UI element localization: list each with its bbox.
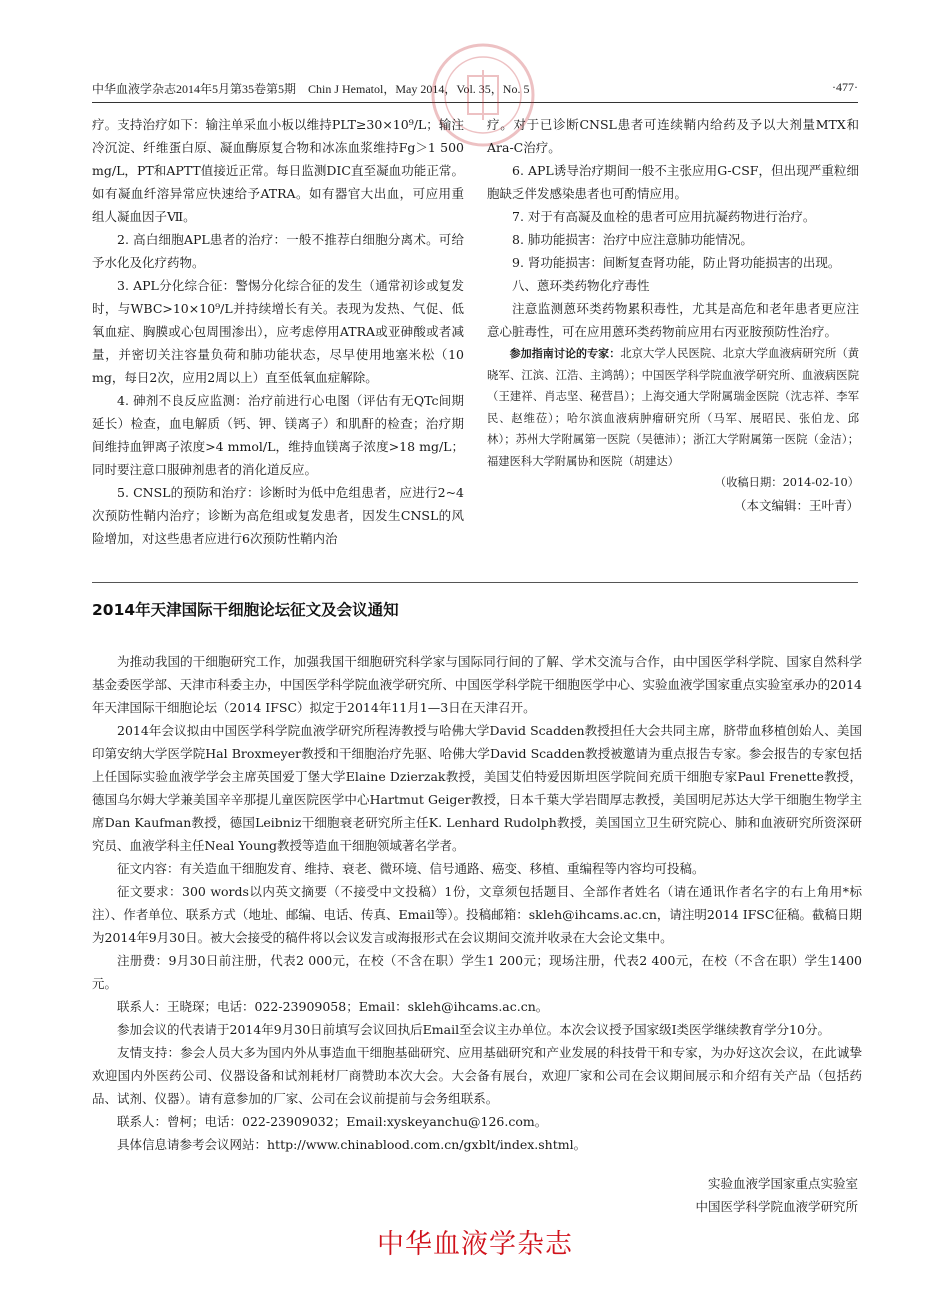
notice-para-9: 具体信息请参考会议网站：http://www.chinablood.com.cn/gxblt/index.shtml。 <box>117 1137 587 1152</box>
experts-label: 参加指南讨论的专家： <box>509 347 621 360</box>
left-column <box>92 113 464 550</box>
notice-para-8: 联系人：曾柯；电话：022-23909032；Email:xyskeyanchu@126.com。 <box>117 1114 548 1129</box>
right-column <box>487 113 859 517</box>
right-para-3: 8. 肺功能损害：治疗中应注意肺功能情况。 <box>512 232 753 247</box>
section-8-text: 注意监测蒽环类药物累积毒性，尤其是高危和老年患者更应注意心脏毒性，可在应用蒽环类药物前应用右丙亚胺预防性治疗。 <box>487 301 859 339</box>
notice-para-1: 2014年会议拟由中国医学科学院血液学研究所程涛教授与哈佛大学David Scadden教授担任大会共同主席，脐带血移植创始人、美国印第安纳大学医学院Hal Broxmeyer教授和干细胞治疗先驱、哈佛大学David Scadden教授被邀请为重点报告专家。参会报告的专家包括上任国际实验血液学学会主席英国爱丁堡大学Elaine Dzierzak教授，美国艾伯特爱因斯坦医学院间充质干细胞专家Paul Frenette教授，德国乌尔姆大学兼美国辛辛那提儿童医院医学中心Hartmut Geiger教授，日本千葉大学岩間厚志教授，美国明尼苏达大学干细胞生物学主席Dan Kaufman教授，德国Leibniz干细胞衰老研究所主任K. Lenhard Rudolph教授，美国国立卫生研究院心、肺和血液研究所资深研究员、血液学科主任Neal Young教授等造血干细胞领域著名学者。 <box>92 723 862 853</box>
left-para-4: 5. CNSL的预防和治疗：诊断时为低中危组患者，应进行2~4次预防性鞘内治疗；诊断为高危组或复发患者，因发生CNSL的风险增加，对这些患者应进行6次预防性鞘内治 <box>92 485 464 546</box>
left-para-3: 4. 砷剂不良反应监测：治疗前进行心电图（评估有无QTc间期延长）检查，血电解质（钙、钾、镁离子）和肌酐的检查；治疗期间维持血钾离子浓度>4 mmol/L，维持血镁离子浓度>18 mg/L；同时要注意口服砷剂患者的消化道反应。 <box>92 393 464 477</box>
notice-signature <box>695 1172 858 1218</box>
received-date: （收稿日期：2014-02-10） <box>714 476 859 489</box>
journal-citation: 中华血液学杂志2014年5月第35卷第5期 Chin J Hematol，May 2014，Vol. 35，No. 5 <box>92 82 530 96</box>
right-para-2: 7. 对于有高凝及血栓的患者可应用抗凝药物进行治疗。 <box>512 209 816 224</box>
left-para-0: 疗。支持治疗如下：输注单采血小板以维持PLT≥30×10⁹/L；输注冷沉淀、纤维蛋白原、凝血酶原复合物和冰冻血浆维持Fg＞1 500 mg/L，PT和APTT值接近正常。每日监测DIC直至凝血功能正常。如有凝血纤溶异常应快速给予ATRA。如有器官大出血，可应用重组人凝血因子Ⅶ。 <box>92 117 464 224</box>
section-8-heading: 八、蒽环类药物化疗毒性 <box>512 278 650 293</box>
experts-paragraph <box>487 343 859 472</box>
right-para-4: 9. 肾功能损害：间断复查肾功能，防止肾功能损害的出现。 <box>512 255 841 270</box>
left-para-1: 2. 高白细胞APL患者的治疗：一般不推荐白细胞分离术。可给予水化及化疗药物。 <box>92 232 464 270</box>
notice-para-5: 联系人：王晓琛；电话：022-23909058；Email：skleh@ihcams.ac.cn。 <box>117 999 549 1014</box>
journal-footer-title: 中华血液学杂志 <box>377 1229 573 1260</box>
notice-body <box>92 650 862 1156</box>
notice-para-7: 友情支持：参会人员大多为国内外从事造血干细胞基础研究、应用基础研究和产业发展的科技骨干和专家，为办好这次会议，在此诚挚欢迎国内外医药公司、仪器设备和试剂耗材厂商赞助本次大会。大会备有展台，欢迎厂家和公司在会议期间展示和介绍有关产品（包括药品、试剂、仪器）。请有意参加的厂家、公司在会议前提前与会务组联系。 <box>92 1045 862 1106</box>
notice-title: 2014年天津国际干细胞论坛征文及会议通知 <box>92 601 399 619</box>
notice-para-0: 为推动我国的干细胞研究工作，加强我国干细胞研究科学家与国际同行间的了解、学术交流与合作，由中国医学科学院、国家自然科学基金委医学部、天津市科委主办，中国医学科学院血液学研究所、中国医学科学院干细胞医学中心、实验血液学国家重点实验室承办的2014年天津国际干细胞论坛（2014 IFSC）拟定于2014年11月1—3日在天津召开。 <box>92 654 862 715</box>
signature-line-1: 实验血液学国家重点实验室 <box>707 1176 858 1191</box>
section-divider <box>92 582 858 583</box>
signature-line-2: 中国医学科学院血液学研究所 <box>695 1199 858 1214</box>
right-para-1: 6. APL诱导治疗期间一般不主张应用G-CSF，但出现严重粒细胞缺乏伴发感染患者也可酌情应用。 <box>487 163 859 201</box>
page-number: ·477· <box>832 80 858 94</box>
notice-para-3: 征文要求：300 words以内英文摘要（不接受中文投稿）1份，文章须包括题目、全部作者姓名（请在通讯作者名字的右上角用*标注）、作者单位、联系方式（地址、邮编、电话、传真、Email等）。投稿邮箱：skleh@ihcams.ac.cn，请注明2014 IFSC征稿。截稿日期为2014年9月30日。被大会接受的稿件将以会议发言或海报形式在会议期间交流并收录在大会论文集中。 <box>92 884 862 945</box>
left-para-2: 3. APL分化综合征：警惕分化综合征的发生（通常初诊或复发时，与WBC>10×10⁹/L并持续增长有关。表现为发热、气促、低氧血症、胸膜或心包周围渗出），应考虑停用ATRA或亚砷酸或者减量，并密切关注容量负荷和肺功能状态，尽早使用地塞米松（10 mg，每日2次，应用2周以上）直至低氧血症解除。 <box>92 278 464 385</box>
notice-para-2: 征文内容：有关造血干细胞发育、维持、衰老、微环境、信号通路、癌变、移植、重编程等内容均可投稿。 <box>117 861 705 876</box>
notice-para-6: 参加会议的代表请于2014年9月30日前填写会议回执后Email至会议主办单位。本次会议授予国家级Ⅰ类医学继续教育学分10分。 <box>117 1022 830 1037</box>
right-para-0: 疗。对于已诊断CNSL患者可连续鞘内给药及予以大剂量MTX和Ara-C治疗。 <box>487 117 859 155</box>
editor-note: （本文编辑：王叶青） <box>733 497 859 513</box>
experts-list: 北京大学人民医院、北京大学血液病研究所（黄晓军、江滨、江浩、主鸿鹄）；中国医学科学院血液学研究所、血液病医院（王建祥、肖志坚、秘营昌）；上海交通大学附属瑞金医院（沈志祥、李军民、赵维莅）；哈尔滨血液病肿瘤研究所（马军、展昭民、张伯龙、邱林）；苏州大学附属第一医院（吴德沛）；浙江大学附属第一医院（金洁）；福建医科大学附属协和医院（胡建达） <box>487 347 859 468</box>
notice-para-4: 注册费：9月30日前注册，代表2 000元，在校（不含在职）学生1 200元；现场注册，代表2 400元，在校（不含在职）学生1400元。 <box>92 953 862 991</box>
